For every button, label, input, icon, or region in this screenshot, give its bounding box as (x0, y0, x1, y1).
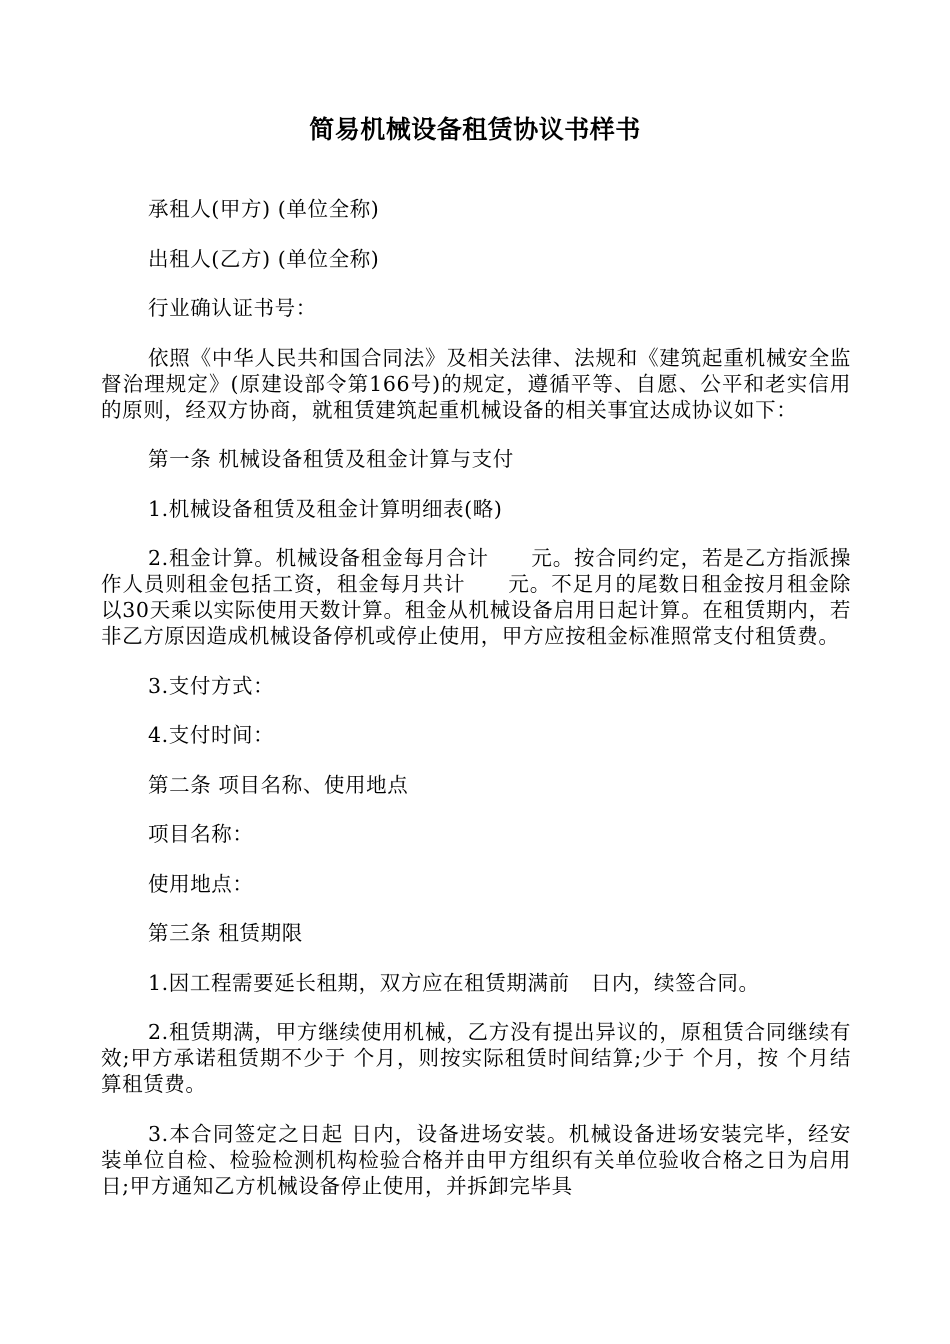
paragraph-lessee: 承租人(甲方) (单位全称) (148, 197, 380, 221)
usage-location-line: 使用地点： (148, 871, 254, 896)
article-1-clause-1: 1.机械设备租赁及租金计算明细表(略) (148, 496, 503, 521)
article-1-clause-2: 2.租金计算。机械设备租金每月合计 元。按合同约定，若是乙方指派操作人员则租金包括工资，租金每月共计 元。不足月的尾数日租金按月租金除以30天乘以实际使用天数计算。租金从机械设备启用日起计算。在租赁期内，若非乙方原因造成机械设备停机或停止使用，甲方应按租金标准照常支付租赁费。 (101, 546, 851, 648)
article-3-clause-3: 3.本合同签定之日起 日内，设备进场安装。机械设备进场安装完毕，经安装单位自检、检验检测机构检验合格并由甲方组织有关单位验收合格之日为启用日;甲方通知乙方机械设备停止使用，并拆卸完毕具 (101, 1121, 851, 1198)
paragraph-preamble: 依照《中华人民共和国合同法》及相关法律、法规和《建筑起重机械安全监督治理规定》(原建设部令第166号)的规定，遵循平等、自愿、公平和老实信用的原则，经双方协商，就租赁建筑起重机械设备的相关事宜达成协议如下： (101, 345, 851, 422)
article-3-clause-2: 2.租赁期满，甲方继续使用机械，乙方没有提出异议的，原租赁合同继续有效;甲方承诺租赁期不少于 个月，则按实际租赁时间结算;少于 个月，按 个月结算租赁费。 (101, 1020, 851, 1096)
article-1-clause-3: 3.支付方式： (148, 673, 275, 698)
article-3-clause-1: 1.因工程需要延长租期，双方应在租赁期满前 日内，续签合同。 (148, 970, 760, 995)
project-name-line: 项目名称： (148, 822, 254, 846)
article-2-heading: 第二条 项目名称、使用地点 (148, 772, 409, 797)
article-1-clause-4: 4.支付时间： (148, 723, 275, 747)
article-3-heading: 第三条 租赁期限 (148, 921, 303, 945)
paragraph-certificate-number: 行业确认证书号： (148, 296, 317, 320)
article-1-heading: 第一条 机械设备租赁及租金计算与支付 (148, 447, 514, 471)
paragraph-lessor: 出租人(乙方) (单位全称) (148, 246, 380, 271)
document-body (101, 196, 851, 1222)
document-title: 简易机械设备租赁协议书样书 (309, 115, 641, 144)
